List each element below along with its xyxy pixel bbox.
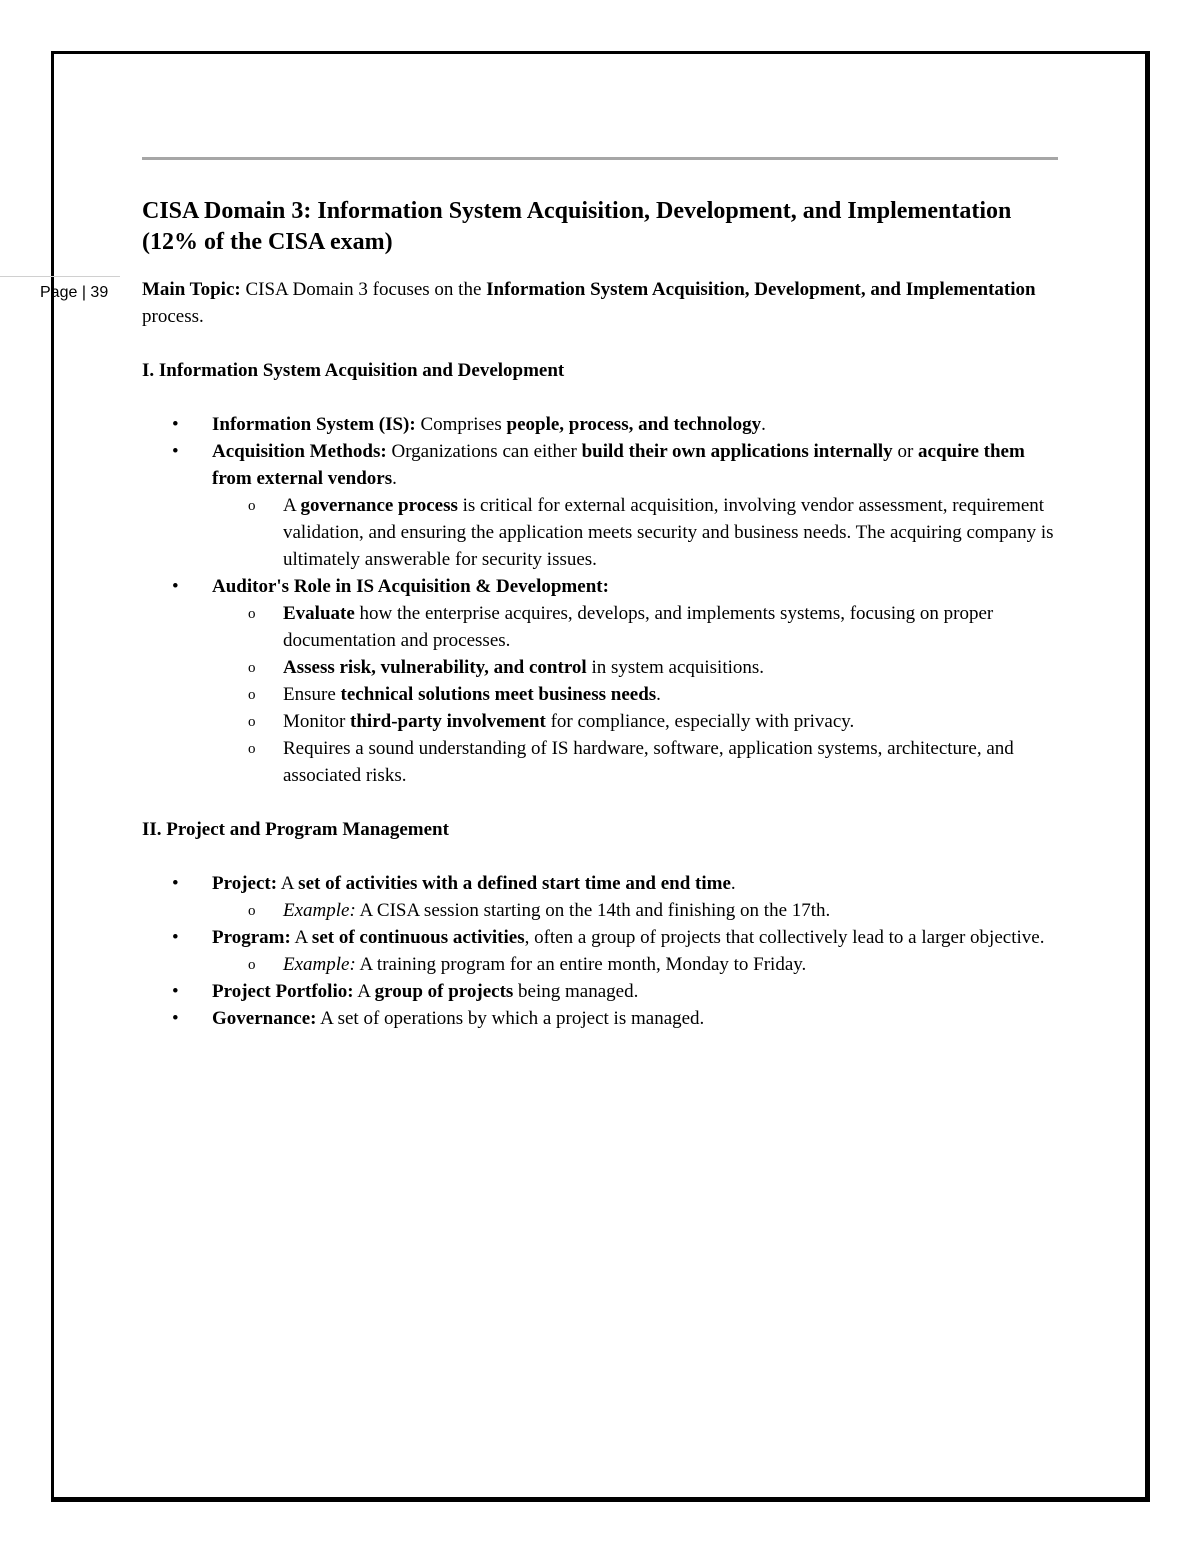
intro-label: Main Topic: [142,279,241,300]
item-label: Information System (IS): [212,414,416,435]
sub-list-item [212,654,1058,681]
item-text: for compliance, especially with privacy. [545,711,855,732]
item-text: A [277,873,299,894]
item-text: A set of operations by which a project is managed. [316,1008,705,1029]
item-label: Governance: [212,1008,317,1029]
section-heading-2: II. Project and Program Management [142,819,449,840]
list-item [142,978,1058,1005]
section-2-list [142,870,1058,1032]
item-text: A [353,981,375,1002]
section-1-list [142,411,1058,789]
item-label: Project Portfolio: [212,981,354,1002]
example-label: Example: [283,954,356,975]
sub-list [212,951,1058,978]
page-number-tab-line [0,276,120,277]
list-item [142,870,1058,924]
section-heading-1: I. Information System Acquisition and Development [142,360,565,381]
intro-text: process. [142,306,204,327]
item-label: Auditor's Role in IS Acquisition & Development: [212,576,609,597]
document-title: CISA Domain 3: Information System Acquisition, Development, and Implementation (12% of the CISA exam) [142,198,1012,255]
item-label: Program: [212,927,291,948]
item-emphasis: people, process, and technology [506,414,762,435]
item-text: A [290,927,312,948]
item-text: Organizations can either [386,441,582,462]
item-text: A CISA session starting on the 14th and finishing on the 17th. [355,900,831,921]
item-emphasis: Assess risk, vulnerability, and control [283,657,587,678]
item-text: Comprises [415,414,507,435]
item-text: Requires a sound understanding of IS hardware, software, application systems, architecture, and associated risks. [283,738,1014,786]
list-item [142,411,1058,438]
list-item [142,438,1058,573]
sub-list [212,600,1058,789]
intro-emphasis: Information System Acquisition, Development, and Implementation [486,279,1036,300]
item-emphasis: governance process [300,495,458,516]
item-text: , often a group of projects that collectively lead to a larger objective. [524,927,1045,948]
sub-list-item [212,492,1058,573]
document-body [142,196,1058,1059]
item-emphasis: technical solutions meet business needs [340,684,657,705]
list-item [142,1005,1058,1032]
item-text: Ensure [283,684,341,705]
item-emphasis: third-party involvement [350,711,546,732]
example-label: Example: [283,900,356,921]
sub-list-item [212,735,1058,789]
item-text: or [892,441,919,462]
header-rule [142,157,1058,160]
sub-list-item [212,708,1058,735]
sub-list-item [212,951,1058,978]
item-text: being managed. [513,981,639,1002]
item-text: Monitor [283,711,351,732]
item-emphasis: Evaluate [283,603,355,624]
item-text: . [730,873,736,894]
item-emphasis: acquire them from external vendors [212,441,1025,489]
item-text: how the enterprise acquires, develops, and implements systems, focusing on proper documentation and processes. [283,603,994,651]
item-emphasis: set of activities with a defined start time and end time [298,873,731,894]
sub-list-item [212,897,1058,924]
page-number: Page | 39 [40,284,109,301]
intro-paragraph [142,276,1058,330]
item-emphasis: build their own applications internally [581,441,893,462]
sub-list [212,897,1058,924]
item-label: Project: [212,873,278,894]
item-text: is critical for external acquisition, involving vendor assessment, requirement validation, and ensuring the application meets security and business needs. The acquiring company is ultimately answerable for security issues. [283,495,1054,570]
sub-list-item [212,681,1058,708]
item-label: Acquisition Methods: [212,441,387,462]
intro-text: CISA Domain 3 focuses on the [240,279,487,300]
item-text: . [761,414,766,435]
item-text: A training program for an entire month, Monday to Friday. [355,954,807,975]
item-text: in system acquisitions. [586,657,765,678]
sub-list-item [212,600,1058,654]
list-item [142,924,1058,978]
item-emphasis: group of projects [374,981,514,1002]
sub-list [212,492,1058,573]
item-emphasis: set of continuous activities [311,927,525,948]
item-text: A [283,495,301,516]
item-text: . [392,468,397,489]
list-item [142,573,1058,789]
item-text: . [656,684,661,705]
